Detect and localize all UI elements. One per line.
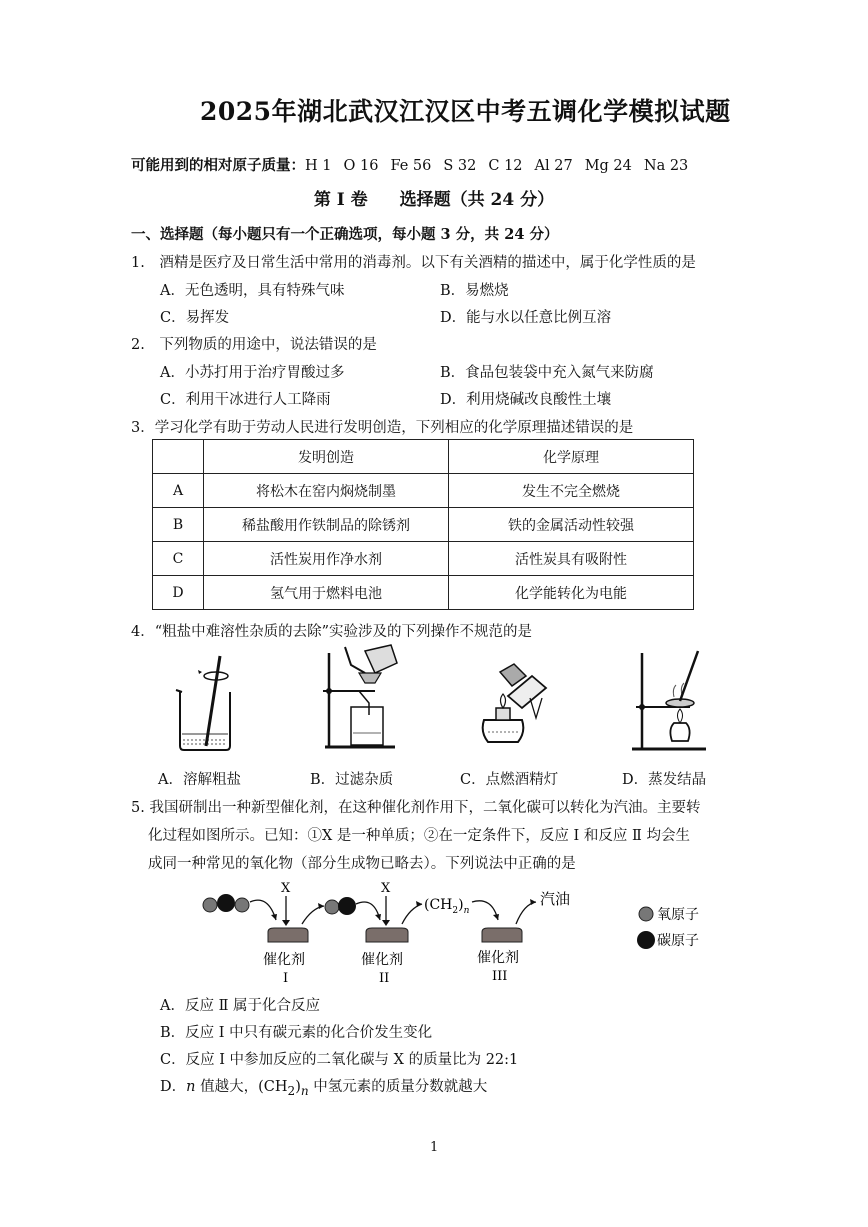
q2-option-d[interactable]: D．利用烧碱改良酸性土壤	[440, 392, 612, 408]
q2-option-a[interactable]: A．小苏打用于治疗胃酸过多	[160, 365, 345, 381]
ch2n-formula: $(CH_2)_n$	[424, 897, 470, 916]
q5-option-b[interactable]: B．反应 Ⅰ 中只有碳元素的化合价发生变化	[160, 1025, 433, 1041]
atomic-mass-values	[305, 158, 700, 174]
catalyst-label: 催化剂	[361, 952, 403, 968]
option-text: 中氢元素的质量分数就越大	[308, 1079, 488, 1095]
oxygen-atom	[325, 900, 339, 914]
table-cell: 发生不完全燃烧	[449, 474, 694, 508]
legend-oxygen-icon	[639, 907, 653, 921]
option-prefix: D．	[160, 1079, 187, 1095]
atomic-mass-value: C 12	[488, 158, 523, 174]
product-gasoline: 汽油	[540, 890, 571, 908]
q2-stem: 2. 下列物质的用途中，说法错误的是	[131, 337, 377, 353]
section-name: 选择题（共 24 分）	[399, 190, 555, 210]
atomic-mass-label: 可能用到的相对原子质量：	[131, 157, 305, 174]
q5-stem-line1: 5. 我国研制出一种新型催化剂，在这种催化剂作用下，二氧化碳可以转化为汽油。主要转	[131, 800, 701, 816]
table-cell: 化学能转化为电能	[449, 576, 694, 610]
section-part: 第 I 卷	[313, 190, 368, 210]
table-cell: C	[153, 542, 204, 576]
q2-option-b[interactable]: B．食品包装袋中充入氮气来防腐	[440, 365, 654, 381]
table-cell: 稀盐酸用作铁制品的除锈剂	[204, 508, 449, 542]
carbon-atom	[217, 894, 235, 912]
table-row[interactable]	[153, 576, 694, 610]
table-row[interactable]	[153, 542, 694, 576]
reaction-label-iii: III	[492, 969, 508, 984]
oxygen-atom	[203, 898, 217, 912]
legend-carbon-label: 碳原子	[657, 933, 699, 949]
reactant-x1: X	[281, 881, 291, 896]
table-cell: 铁的金属活动性较强	[449, 508, 694, 542]
table-header-cell: 发明创造	[204, 440, 449, 474]
subscript: 2	[287, 1083, 296, 1098]
table-header-cell	[153, 440, 204, 474]
table-header-cell: 化学原理	[449, 440, 694, 474]
atomic-mass-value: H 1	[305, 158, 332, 174]
page-number: 1	[430, 1140, 439, 1155]
table-header-row	[153, 440, 694, 474]
q4-option-d[interactable]: D．蒸发结晶	[622, 772, 707, 788]
q5-option-c[interactable]: C．反应 Ⅰ 中参加反应的二氧化碳与 X 的质量比为 22:1	[160, 1052, 519, 1068]
table-cell: B	[153, 508, 204, 542]
atomic-mass-value: Na 23	[643, 158, 689, 174]
q3-stem: 3．学习化学有助于劳动人民进行发明创造，下列相应的化学原理描述错误的是	[131, 420, 634, 436]
variable-n: n	[300, 1083, 309, 1098]
dissolve-illustration	[168, 650, 248, 755]
atomic-mass-value: Fe 56	[390, 158, 432, 174]
atomic-mass-value: O 16	[343, 158, 379, 174]
oxygen-atom	[235, 898, 249, 912]
legend-carbon-icon	[637, 931, 655, 949]
q5-stem-line2: 化过程如图所示。已知：①X 是一种单质；②在一定条件下，反应 Ⅰ 和反应 Ⅱ 均会生	[148, 828, 690, 844]
q1-stem: 1. 酒精是医疗及日常生活中常用的消毒剂。以下有关酒精的描述中，属于化学性质的是	[131, 255, 696, 271]
evaporation-illustration	[628, 645, 713, 755]
reaction-diagram	[190, 872, 730, 992]
table-cell: A	[153, 474, 204, 508]
alcohol-lamp-illustration	[470, 658, 555, 753]
atomic-mass-line	[131, 154, 700, 175]
table-cell: 活性炭用作净水剂	[204, 542, 449, 576]
atomic-mass-value: Al 27	[534, 158, 573, 174]
q4-option-c[interactable]: C．点燃酒精灯	[460, 772, 559, 788]
q2-option-c[interactable]: C．利用干冰进行人工降雨	[160, 392, 331, 408]
q5-option-d[interactable]	[160, 1075, 487, 1098]
option-text: )	[295, 1079, 301, 1095]
catalyst-label: 催化剂	[263, 952, 305, 968]
table-cell: 活性炭具有吸附性	[449, 542, 694, 576]
q5-option-a[interactable]: A．反应 Ⅱ 属于化合反应	[160, 998, 321, 1014]
q5-stem-line3: 成同一种常见的氧化物（部分生成物已略去）。下列说法中正确的是	[148, 856, 576, 872]
atomic-mass-value: S 32	[443, 158, 477, 174]
reaction-label-i: I	[283, 971, 289, 986]
q1-option-c[interactable]: C．易挥发	[160, 310, 230, 326]
legend-oxygen-label: 氧原子	[657, 907, 699, 923]
page-title: 2025年湖北武汉江汉区中考五调化学模拟试题	[200, 97, 731, 126]
q1-option-a[interactable]: A．无色透明，具有特殊气味	[160, 283, 345, 299]
variable-n: n	[186, 1079, 196, 1095]
atomic-mass-value: Mg 24	[584, 158, 632, 174]
table-row[interactable]	[153, 508, 694, 542]
q4-stem: 4．“粗盐中难溶性杂质的去除”实验涉及的下列操作不规范的是	[131, 624, 533, 640]
q4-option-b[interactable]: B．过滤杂质	[310, 772, 394, 788]
q1-option-d[interactable]: D．能与水以任意比例互溶	[440, 310, 612, 326]
section-heading: 一、选择题（每小题只有一个正确选项，每小题 3 分，共 24 分）	[131, 226, 559, 243]
filtration-illustration	[315, 643, 410, 753]
table-cell: D	[153, 576, 204, 610]
q1-option-b[interactable]: B．易燃烧	[440, 283, 509, 299]
q4-option-a[interactable]: A．溶解粗盐	[158, 772, 241, 788]
section-title	[0, 185, 868, 210]
reaction-label-ii: II	[379, 971, 390, 986]
carbon-atom	[338, 897, 356, 915]
reactant-x2: X	[381, 881, 391, 896]
table-cell: 氢气用于燃料电池	[204, 576, 449, 610]
q3-table	[152, 439, 694, 610]
table-row[interactable]	[153, 474, 694, 508]
table-cell: 将松木在窑内焖烧制墨	[204, 474, 449, 508]
catalyst-label: 催化剂	[477, 950, 519, 966]
option-text: 值越大，(CH	[195, 1079, 288, 1095]
